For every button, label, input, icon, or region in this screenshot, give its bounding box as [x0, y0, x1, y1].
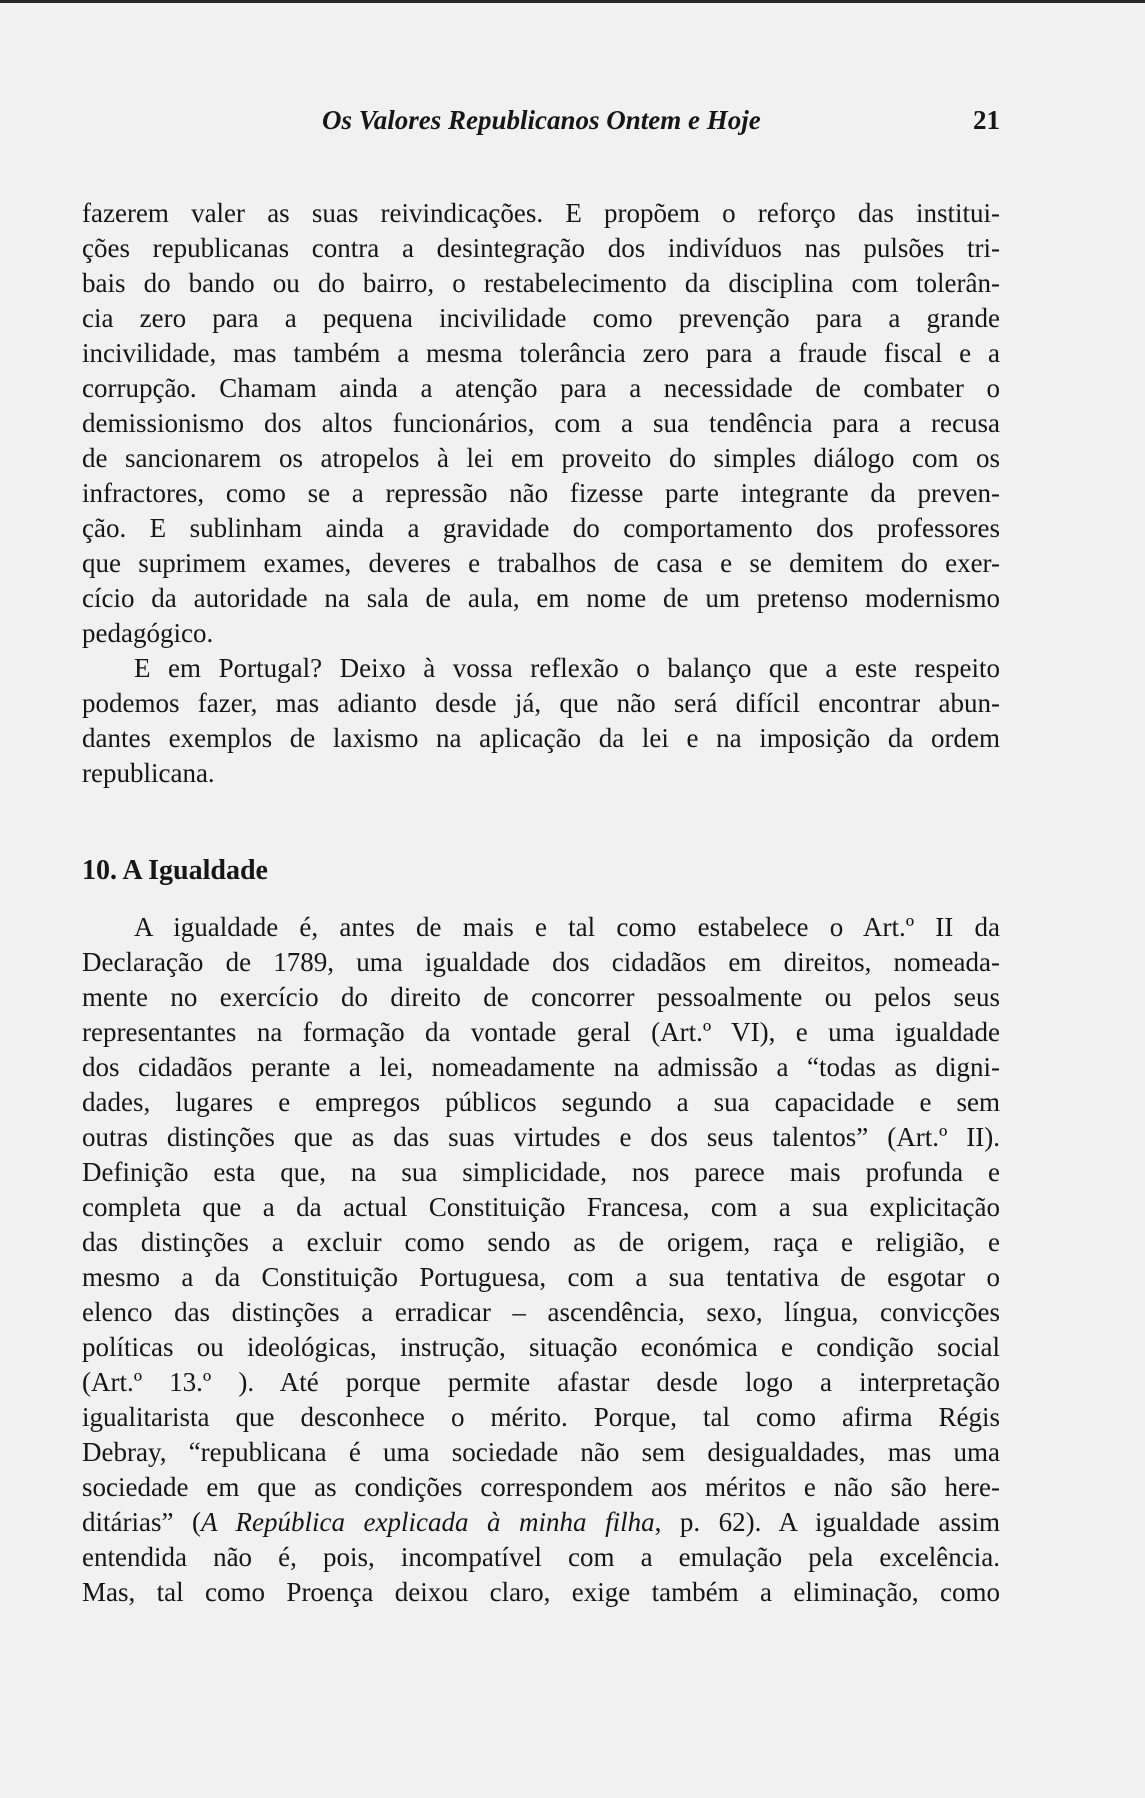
text-line: completa que a da actual Constituição Francesa, com a sua explicitação [82, 1192, 1000, 1222]
page-number: 21 [973, 105, 1000, 135]
text-line: igualitarista que desconhece o mérito. Porque, tal como afirma Régis [82, 1402, 1000, 1432]
text-line: das distinções a excluir como sendo as de origem, raça e religião, e [82, 1227, 1000, 1257]
text-line: dantes exemplos de laxismo na aplicação da lei e na imposição da ordem [82, 723, 1000, 753]
section-body-text [82, 910, 1000, 1610]
text-line: Declaração de 1789, uma igualdade dos cidadãos em direitos, nomeada- [82, 947, 1000, 977]
text-line: corrupção. Chamam ainda a atenção para a necessidade de combater o [82, 373, 1000, 403]
text-line: entendida não é, pois, incompatível com a emulação pela excelência. [82, 1542, 1000, 1572]
text-line: mente no exercício do direito de concorrer pessoalmente ou pelos seus [82, 982, 1000, 1012]
citation-text-after: , p. 62). A igualdade assim [654, 1507, 1000, 1537]
text-line: fazerem valer as suas reivindicações. E propõem o reforço das institui- [82, 198, 1000, 228]
text-line: outras distinções que as das suas virtudes e dos seus talentos” (Art.º II). [82, 1122, 1000, 1152]
text-line: que suprimem exames, deveres e trabalhos de casa e se demitem do exer- [82, 548, 1000, 578]
text-line: republicana. [82, 758, 215, 788]
text-line: podemos fazer, mas adianto desde já, que não será difícil encontrar abun- [82, 688, 1000, 718]
book-title-italic: A República explicada à minha filha [200, 1507, 655, 1537]
page-header [82, 105, 1000, 145]
running-title: Os Valores Republicanos Ontem e Hoje [322, 105, 761, 135]
body-text-before-section [82, 196, 1000, 791]
text-line: Mas, tal como Proença deixou claro, exige também a eliminação, como [82, 1577, 1000, 1607]
citation-text-before: ditárias” ( [82, 1507, 201, 1537]
text-line: E em Portugal? Deixo à vossa reflexão o balanço que a este respeito [134, 653, 1000, 683]
text-line: ção. E sublinham ainda a gravidade do comportamento dos professores [82, 513, 1000, 543]
text-line: cia zero para a pequena incivilidade como prevenção para a grande [82, 303, 1000, 333]
text-line: cício da autoridade na sala de aula, em nome de um pretenso modernismo [82, 583, 1000, 613]
text-line: ções republicanas contra a desintegração dos indivíduos nas pulsões tri- [82, 233, 1000, 263]
text-line: dos cidadãos perante a lei, nomeadamente na admissão a “todas as digni- [82, 1052, 1000, 1082]
text-line: Debray, “republicana é uma sociedade não sem desigualdades, mas uma [82, 1437, 1000, 1467]
citation-line [82, 1505, 1000, 1540]
text-line: representantes na formação da vontade geral (Art.º VI), e uma igualdade [82, 1017, 1000, 1047]
section-heading: 10. A Igualdade [82, 855, 268, 886]
text-line: infractores, como se a repressão não fizesse parte integrante da preven- [82, 478, 1000, 508]
text-line: bais do bando ou do bairro, o restabelecimento da disciplina com tolerân- [82, 268, 1000, 298]
text-line: Definição esta que, na sua simplicidade, nos parece mais profunda e [82, 1157, 1000, 1187]
text-line: políticas ou ideológicas, instrução, situação económica e condição social [82, 1332, 1000, 1362]
text-line: incivilidade, mas também a mesma tolerância zero para a fraude fiscal e a [82, 338, 1000, 368]
text-line: sociedade em que as condições correspondem aos méritos e não são here- [82, 1472, 1000, 1502]
text-line: (Art.º 13.º ). Até porque permite afastar desde logo a interpretação [82, 1367, 1000, 1397]
text-line: de sancionarem os atropelos à lei em proveito do simples diálogo com os [82, 443, 1000, 473]
text-line: demissionismo dos altos funcionários, com a sua tendência para a recusa [82, 408, 1000, 438]
text-line: dades, lugares e empregos públicos segundo a sua capacidade e sem [82, 1087, 1000, 1117]
text-line: mesmo a da Constituição Portuguesa, com a sua tentativa de esgotar o [82, 1262, 1000, 1292]
scan-top-edge [0, 0, 1145, 3]
text-line: pedagógico. [82, 618, 214, 648]
text-line: A igualdade é, antes de mais e tal como estabelece o Art.º II da [134, 912, 1000, 942]
text-line: elenco das distinções a erradicar – ascendência, sexo, língua, convicções [82, 1297, 1000, 1327]
